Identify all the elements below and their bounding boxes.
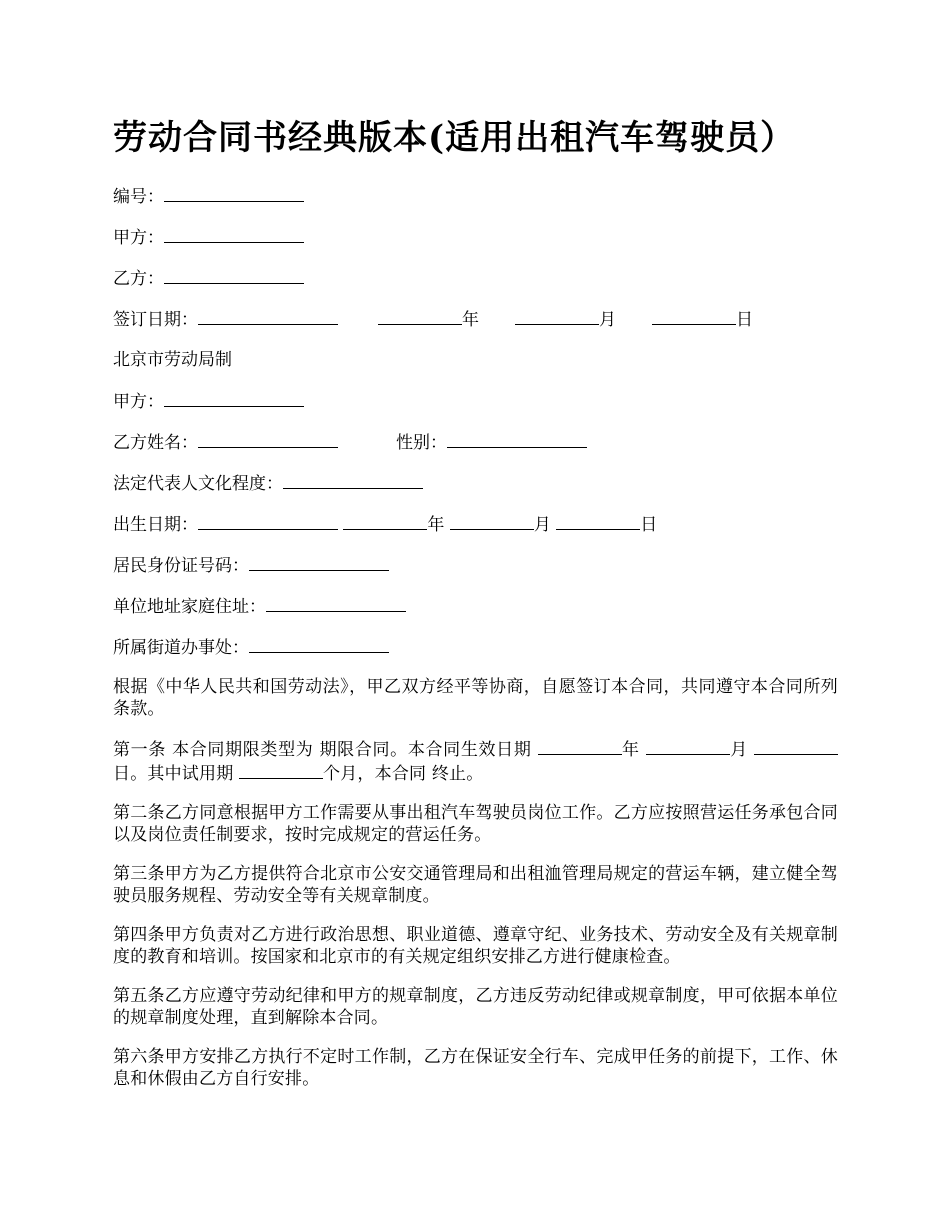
id-number-blank[interactable] [249, 553, 389, 571]
info-party-a-blank[interactable] [164, 389, 304, 407]
probation-blank[interactable] [239, 761, 323, 779]
street-office-label: 所属街道办事处： [113, 638, 249, 658]
header-fields [113, 184, 838, 659]
party-a-field [113, 225, 838, 249]
sign-date-field [113, 307, 838, 331]
id-number-label: 居民身份证号码： [113, 556, 249, 576]
intro-paragraph: 根据《中华人民共和国劳动法》，甲乙双方经平等协商，自愿签订本合同，共同遵守本合同所列条款。 [113, 677, 838, 719]
address-blank[interactable] [266, 594, 406, 612]
gender-label: 性别： [396, 433, 447, 453]
article-4: 第四条甲方负责对乙方进行政治思想、职业道德、遵章守纪、业务技术、劳动安全及有关规章制度的教育和培训。按国家和北京市的有关规定组织安排乙方进行健康检查。 [113, 925, 838, 967]
birth-day-blank[interactable] [556, 512, 640, 530]
birth-date-field [113, 512, 838, 536]
article-2: 第二条乙方同意根据甲方工作需要从事出租汽车驾驶员岗位工作。乙方应按照营运任务承包合同以及岗位责任制要求，按时完成规定的营运任务。 [113, 803, 838, 845]
sign-day-blank[interactable] [652, 307, 736, 325]
birth-date-blank[interactable] [198, 512, 338, 530]
birth-date-label: 出生日期： [113, 515, 198, 535]
sign-date-label: 签订日期： [113, 310, 198, 330]
issuer-text: 北京市劳动局制 [113, 350, 232, 370]
birth-month-label: 月 [533, 515, 551, 535]
sign-year-blank[interactable] [378, 307, 462, 325]
party-b-field [113, 266, 838, 290]
article-1-part2: 日。其中试用期 [113, 764, 240, 784]
effective-year-blank[interactable] [538, 737, 622, 755]
legal-rep-education-field [113, 471, 838, 495]
effective-month-blank[interactable] [646, 737, 730, 755]
address-label: 单位地址家庭住址： [113, 597, 266, 617]
birth-year-blank[interactable] [343, 512, 427, 530]
party-b-label: 乙方： [113, 269, 164, 289]
street-office-field [113, 635, 838, 659]
party-a-label: 甲方： [113, 228, 164, 248]
birth-month-blank[interactable] [450, 512, 534, 530]
birth-day-label: 日 [640, 515, 658, 535]
party-a-blank[interactable] [164, 225, 304, 243]
id-number-field [113, 553, 838, 577]
party-b-blank[interactable] [164, 266, 304, 284]
issuer-line [113, 348, 838, 372]
legal-rep-education-label: 法定代表人文化程度： [113, 474, 283, 494]
sign-day-label: 日 [736, 310, 753, 330]
street-office-blank[interactable] [249, 635, 389, 653]
info-party-a-label: 甲方： [113, 392, 164, 412]
sign-month-label: 月 [599, 310, 616, 330]
article-1-year: 年 [621, 740, 646, 760]
article-1 [113, 737, 838, 785]
sign-date-blank[interactable] [198, 307, 338, 325]
birth-year-label: 年 [427, 515, 445, 535]
party-b-name-blank[interactable] [198, 430, 338, 448]
address-field [113, 594, 838, 618]
party-b-name-label: 乙方姓名： [113, 433, 198, 453]
number-label: 编号： [113, 187, 164, 207]
article-1-part3: 个月，本合同 终止。 [323, 764, 484, 784]
legal-rep-education-blank[interactable] [283, 471, 423, 489]
party-b-name-field [113, 430, 838, 454]
sign-month-blank[interactable] [515, 307, 599, 325]
effective-day-blank[interactable] [754, 737, 838, 755]
sign-year-label: 年 [462, 310, 479, 330]
article-3: 第三条甲方为乙方提供符合北京市公安交通管理局和出租洫管理局规定的营运车辆，建立健全驾驶员服务规程、劳动安全等有关规章制度。 [113, 864, 838, 906]
gender-blank[interactable] [447, 430, 587, 448]
number-field [113, 184, 838, 208]
article-6: 第六条甲方安排乙方执行不定时工作制，乙方在保证安全行车、完成甲任务的前提下，工作、休息和休假由乙方自行安排。 [113, 1047, 838, 1089]
number-blank[interactable] [164, 184, 304, 202]
article-1-month: 月 [729, 740, 754, 760]
document-title: 劳动合同书经典版本(适用出租汽车驾驶员） [113, 118, 796, 158]
article-1-part1: 第一条 本合同期限类型为 期限合同。本合同生效日期 [113, 740, 538, 760]
info-party-a-field [113, 389, 838, 413]
article-5: 第五条乙方应遵守劳动纪律和甲方的规章制度，乙方违反劳动纪律或规章制度，甲可依据本单位的规章制度处理，直到解除本合同。 [113, 986, 838, 1028]
